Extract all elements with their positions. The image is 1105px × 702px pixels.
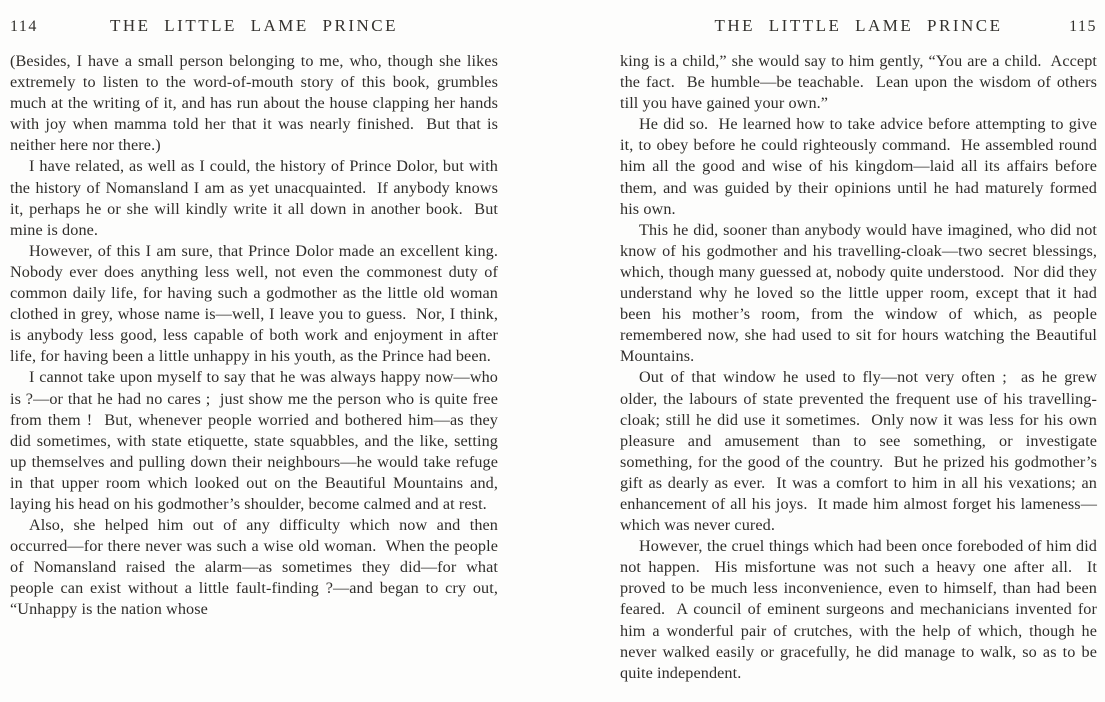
page-number-left: 114 xyxy=(10,18,38,35)
page-114 xyxy=(10,16,507,621)
running-title-right: THE LITTLE LAME PRINCE xyxy=(714,16,1003,35)
paragraph: Out of that window he used to fly—not very often ; as he grew older, the labours of state prevented the frequent use of his travelling-cloak; still he did use it sometimes. Only now it was less for his own pleasure and amusement than to see something, or investigate something, for the good of the country. But he prized his godmother’s gift as dearly as ever. It was a comfort to him in all his vexations; an enhancement of all his joys. It made him almost forget his lameness—which was never cured. xyxy=(620,368,1102,535)
paragraph: However, the cruel things which had been once foreboded of him did not happen. His misfortune was not such a heavy one after all. It proved to be much less inconvenience, even to himself, than had been feared. A council of eminent surgeons and mechanicians invented for him a wonderful pair of crutches, with the help of which, though he never walked easily or gracefully, he did manage to walk, so as to be quite independent. xyxy=(620,537,1102,682)
paragraph: However, of this I am sure, that Prince Dolor made an excellent king. Nobody ever does anything less well, not even the commonest duty of common daily life, for having such a godmother as the little old woman clothed in grey, whose name is—well, I leave you to guess. Nor, I think, is anybody less good, less capable of both work and enjoyment in after life, for having been a little unhappy in his youth, as the Prince had been. xyxy=(10,241,507,366)
paragraph: He did so. He learned how to take advice before attempting to give it, to obey before he could righteously command. He assembled round him all the good and wise of his kingdom—laid all its affairs before them, and was guided by their opinions until he had maturely formed his own. xyxy=(620,115,1102,218)
paragraph: king is a child,” she would say to him gently, “You are a child. Accept the fact. Be humble—be teachable. Lean upon the wisdom of others till you have gained your own.” xyxy=(620,52,1102,113)
page-115-body xyxy=(620,51,1102,684)
paragraph: (Besides, I have a small person belonging to me, who, though she likes extremely to listen to the word-of-mouth story of this book, grumbles much at the writing of it, and has run about the house clapping her hands with joy when mamma told her that it was nearly finished. But that is neither here nor there.) xyxy=(10,52,503,155)
running-header-right xyxy=(620,16,1097,36)
paragraph: This he did, sooner than anybody would have imagined, who did not know of his godmother and his travelling-cloak—two secret blessings, which, though many guessed at, nobody quite understood. Nor did they understand why he loved so the little upper room, except that it had been his mother’s room, from the window of which, as people remembered now, she had used to sit for hours watching the Beautiful Mountains. xyxy=(620,220,1102,366)
page-115 xyxy=(620,16,1102,684)
running-header-left xyxy=(10,16,498,36)
paragraph: Also, she helped him out of any difficulty which now and then occurred—for there never was such a wise old woman. When the people of Nomansland raised the alarm—as sometimes they did—for what people can exist without a little fault-finding ?—and began to cry out, “Unhappy is the nation whose xyxy=(10,516,503,619)
page-114-body xyxy=(10,51,507,621)
running-title-left: THE LITTLE LAME PRINCE xyxy=(110,16,398,35)
page-number-right: 115 xyxy=(1069,18,1097,35)
paragraph: I cannot take upon myself to say that he was always happy now—who is ?—or that he had no cares ; just show me the person who is quite free from them ! But, whenever people worried and bothered him—as they did sometimes, with state etiquette, state squabbles, and the like, setting up themselves and pulling down their neighbours—he would take refuge in that upper room which looked out on the Beautiful Mountains and, laying his head on his godmother’s shoulder, become calmed and at rest. xyxy=(10,368,503,513)
paragraph: I have related, as well as I could, the history of Prince Dolor, but with the history of Nomansland I am as yet unacquainted. If anybody knows it, perhaps he or she will kindly write it all down in another book. But mine is done. xyxy=(10,157,503,239)
